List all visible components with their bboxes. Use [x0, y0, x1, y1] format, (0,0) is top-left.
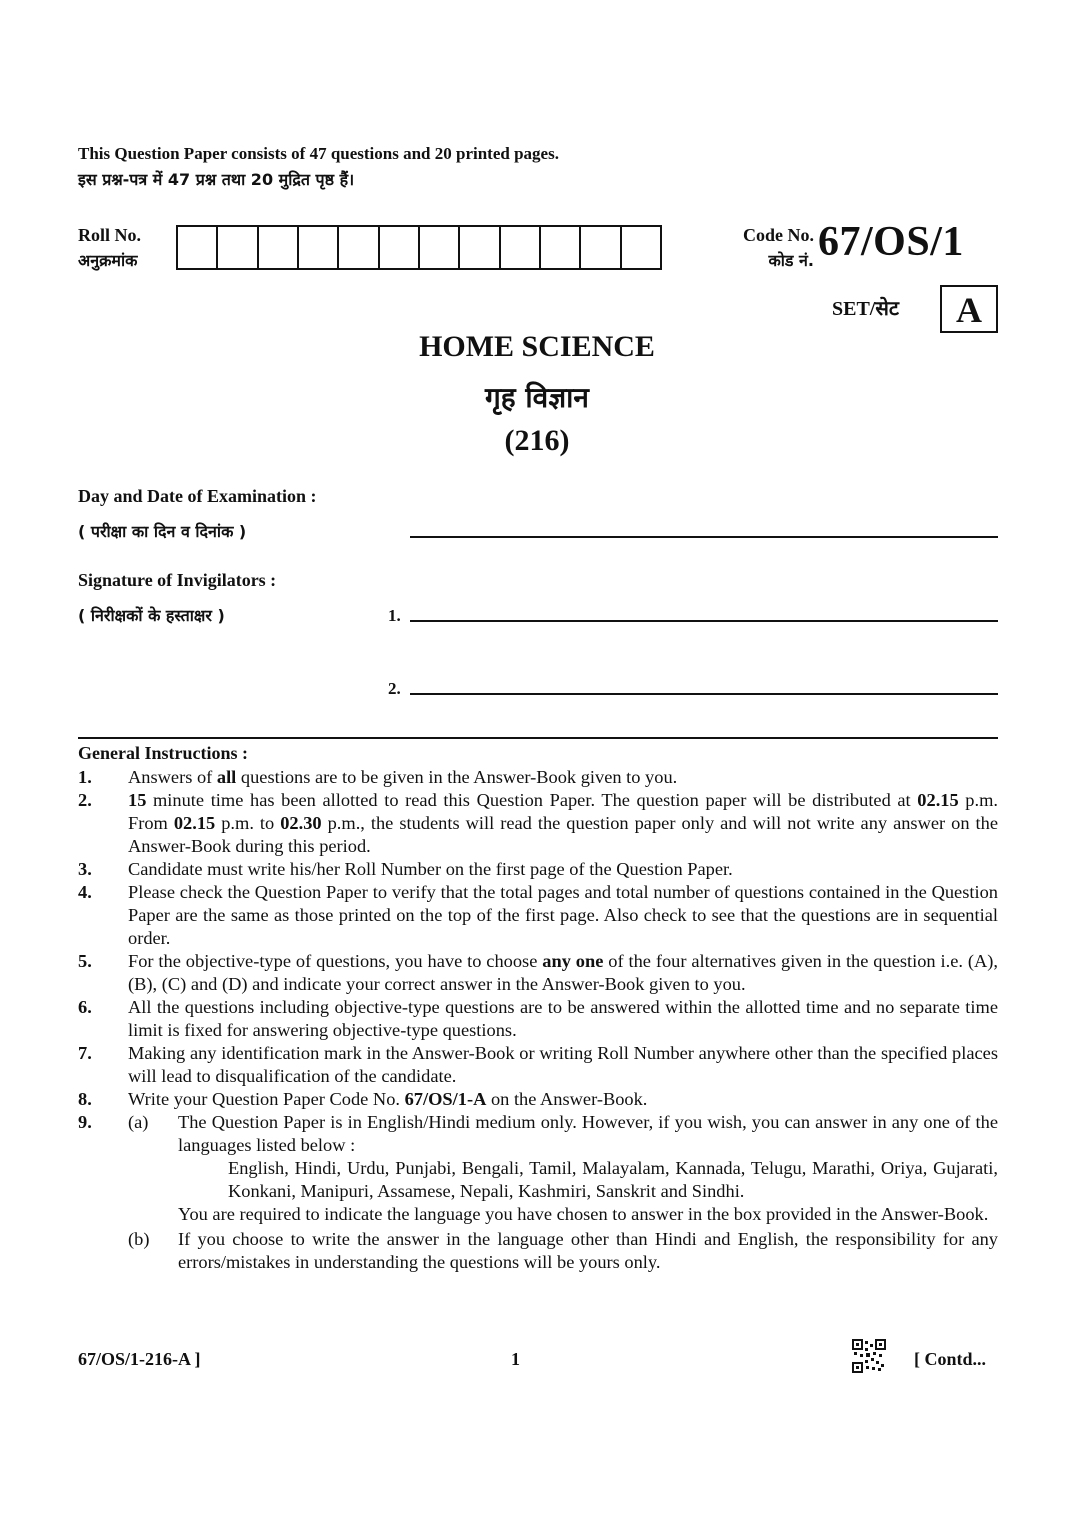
subject-title-english: HOME SCIENCE — [419, 330, 655, 363]
roll-digit-box[interactable] — [339, 227, 379, 268]
signature-2-number: 2. — [388, 679, 401, 698]
instruction-number: 9. — [78, 1112, 92, 1132]
signature-2-line[interactable] — [410, 693, 998, 695]
instruction-text: Please check the Question Paper to verify that the total pages and total number of questions contained in the Question Paper are the same as those printed on the top of the first page. Also check to see that the questions are in sequential order. — [128, 882, 998, 948]
code-number-label — [722, 222, 814, 274]
subject-title-hindi: गृह विज्ञान — [485, 381, 589, 414]
exam-date-line[interactable] — [410, 536, 998, 538]
language-indication-note: You are required to indicate the language you have chosen to answer in the box provided in the Answer-Book. — [178, 1204, 989, 1224]
subitem-text — [178, 1111, 998, 1226]
invigilator-signature-label-english: Signature of Invigilators : — [78, 570, 277, 590]
invigilator-signature-label-hindi: ( निरीक्षकों के हस्ताक्षर ) — [78, 606, 225, 625]
instructions-title: General Instructions : — [78, 743, 248, 763]
instruction-subitem — [128, 1111, 998, 1226]
instruction-item — [78, 996, 998, 1042]
roll-digit-box[interactable] — [541, 227, 581, 268]
roll-label-english: Roll No. — [78, 225, 141, 245]
instruction-number: 5. — [78, 951, 92, 971]
instruction-item — [78, 950, 998, 996]
code-label-english: Code No. — [743, 225, 814, 245]
code-number-value: 67/OS/1 — [818, 219, 964, 265]
language-list: English, Hindi, Urdu, Punjabi, Bengali, Tamil, Malayalam, Kannada, Telugu, Marathi, Oriya, Gujarati, Konkani, Manipuri, Assamese, Nepali, Kashmiri, Sanskrit and Sindhi. — [228, 1158, 998, 1201]
instruction-item — [78, 766, 998, 789]
instruction-subitem — [128, 1228, 998, 1274]
subitem-label: (a) — [128, 1112, 149, 1132]
signature-1-line[interactable] — [410, 620, 998, 622]
code-label-hindi: कोड नं. — [768, 251, 814, 270]
medium-note: The Question Paper is in English/Hindi medium only. However, if you wish, you can answer in any one of the languages listed below : — [178, 1112, 998, 1155]
roll-digit-box[interactable] — [501, 227, 541, 268]
qr-code-icon — [852, 1339, 886, 1373]
instruction-item — [78, 1088, 998, 1111]
subitem-text: If you choose to write the answer in the language other than Hindi and English, the responsibility for any errors/mistakes in understanding the questions will be yours only. — [178, 1229, 998, 1272]
instruction-text — [128, 1111, 998, 1274]
set-value-box: A — [940, 285, 998, 333]
subject-code: (216) — [504, 424, 570, 457]
roll-digit-box[interactable] — [420, 227, 460, 268]
signature-1-number: 1. — [388, 606, 401, 625]
paper-info-english: This Question Paper consists of 47 questions and 20 printed pages. — [78, 144, 559, 163]
paper-info-hindi: इस प्रश्न-पत्र में 47 प्रश्न तथा 20 मुद्रित पृष्ठ हैं। — [78, 170, 355, 189]
instruction-text: For the objective-type of questions, you have to choose any one of the four alternatives given in the question i.e. (A), (B), (C) and (D) and indicate your correct answer in the Answer-Book given to you. — [128, 951, 998, 994]
instruction-number: 8. — [78, 1089, 92, 1109]
instruction-number: 3. — [78, 859, 92, 879]
instruction-text: Making any identification mark in the Answer-Book or writing Roll Number anywhere other than the specified places will lead to disqualification of the candidate. — [128, 1043, 998, 1086]
instruction-item — [78, 881, 998, 950]
instruction-item — [78, 1042, 998, 1088]
roll-number-label — [78, 222, 141, 274]
instruction-item — [78, 789, 998, 858]
instruction-number: 2. — [78, 790, 92, 810]
roll-digit-box[interactable] — [178, 227, 218, 268]
instruction-text: Answers of all questions are to be given in the Answer-Book given to you. — [128, 767, 678, 787]
exam-date-label-hindi: ( परीक्षा का दिन व दिनांक ) — [78, 522, 247, 541]
instruction-text: Candidate must write his/her Roll Number on the first page of the Question Paper. — [128, 859, 733, 879]
exam-date-label-english: Day and Date of Examination : — [78, 486, 317, 506]
section-divider — [78, 737, 998, 739]
roll-digit-box[interactable] — [299, 227, 339, 268]
instruction-text: All the questions including objective-type questions are to be answered within the allotted time and no separate time limit is fixed for answering objective-type questions. — [128, 997, 998, 1040]
roll-number-boxes[interactable] — [176, 225, 662, 270]
page-number: 1 — [511, 1349, 520, 1369]
instruction-text: 15 minute time has been allotted to read this Question Paper. The question paper will be distributed at 02.15 p.m. From 02.15 p.m. to 02.30 p.m., the students will read the question paper only and will not write any answer on the Answer-Book during this period. — [128, 790, 998, 856]
roll-digit-box[interactable] — [622, 227, 660, 268]
roll-digit-box[interactable] — [259, 227, 299, 268]
instruction-number: 6. — [78, 997, 92, 1017]
instruction-number: 4. — [78, 882, 92, 902]
instruction-number: 1. — [78, 767, 92, 787]
continued-marker: [ Contd... — [914, 1349, 987, 1369]
roll-digit-box[interactable] — [218, 227, 258, 268]
instruction-number: 7. — [78, 1043, 92, 1063]
roll-digit-box[interactable] — [581, 227, 621, 268]
subitem-label: (b) — [128, 1229, 150, 1249]
footer-paper-code: 67/OS/1-216-A ] — [78, 1349, 201, 1369]
instruction-item — [78, 858, 998, 881]
instruction-item — [78, 1111, 998, 1274]
instruction-text: Write your Question Paper Code No. 67/OS/1-A on the Answer-Book. — [128, 1089, 648, 1109]
roll-label-hindi: अनुक्रमांक — [78, 251, 138, 270]
set-label: SET/सेट — [832, 298, 899, 320]
instructions-list — [78, 766, 998, 1274]
roll-digit-box[interactable] — [460, 227, 500, 268]
roll-digit-box[interactable] — [380, 227, 420, 268]
